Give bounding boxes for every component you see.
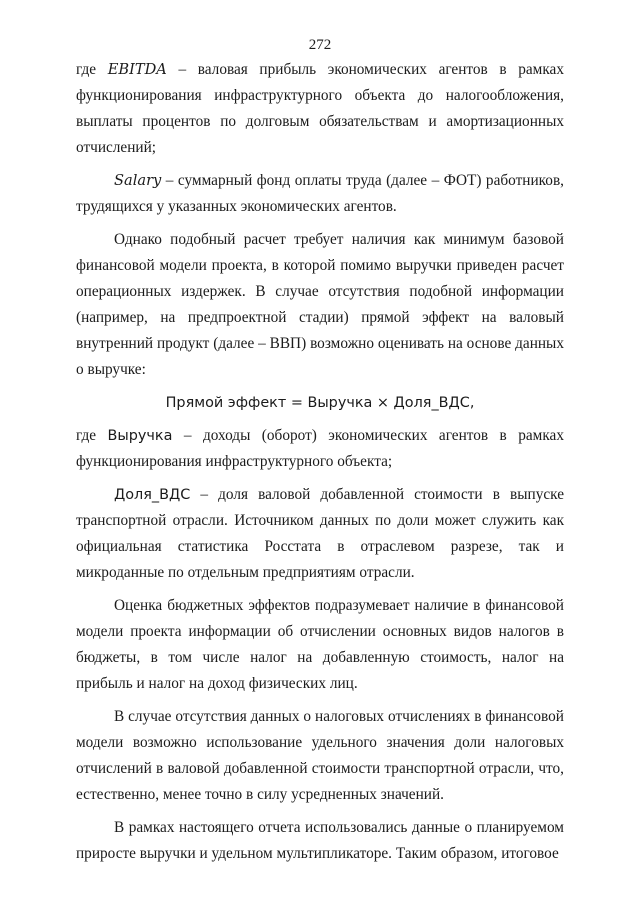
- paragraph-text: – доля валовой добавленной стоимости в выпуске транспортной отрасли. Источником данных по доли может служить как официальная статистика Росстата в отраслевом разрезе, так и микроданные по отдельным предприятиям отрасли.: [76, 486, 564, 581]
- formula-direct-effect: Прямой эффект = Выручка × Доля_ВДС,: [165, 395, 475, 411]
- paragraph-direct-effect-intro: Однако подобный расчет требует наличия как минимум базовой финансовой модели проекта, в которой помимо выручки приведен расчет операционных издержек. В случае отсутствия подобной информации (например, на предпроектной стадии) прямой эффект на валовый внутренний продукт (далее – ВВП) возможно оценивать на основе данных о выручке:: [76, 231, 564, 378]
- paragraph-text: – суммарный фонд оплаты труда (далее – ФОТ) работников, трудящихся у указанных экономических агентов.: [76, 172, 564, 215]
- page-number: 272: [308, 37, 332, 53]
- paragraph-tax-absence: В случае отсутствия данных о налоговых отчислениях в финансовой модели возможно использование удельного значения доли налоговых отчислений в валовой добавленной стоимости транспортной отрасли, что, естественно, менее точно в силу усредненных значений.: [76, 708, 564, 803]
- document-body: [76, 57, 564, 874]
- paragraph-report-data: В рамках настоящего отчета использовались данные о планируемом приросте выручки и удельном мультипликаторе. Таким образом, итоговое: [76, 819, 564, 862]
- math-term-revenue: Выручка: [107, 428, 173, 444]
- math-term-salary: Salary: [114, 172, 162, 189]
- math-term-ebitda: EBITDA: [107, 61, 167, 78]
- paragraph-text: – доходы (оборот) экономических агентов в рамках функционирования инфраструктурного объекта;: [76, 427, 564, 470]
- paragraph-prefix: где: [76, 427, 108, 444]
- paragraph-ebitda-definition: [76, 57, 564, 161]
- paragraph-prefix: где: [76, 61, 108, 78]
- paragraph-budget-effects: Оценка бюджетных эффектов подразумевает наличие в финансовой модели проекта информации об отчислении основных видов налогов в бюджеты, в том числе налог на добавленную стоимость, налог на прибыль и налог на доход физических лиц.: [76, 597, 564, 692]
- paragraph-gva-share-definition: [76, 482, 564, 586]
- paragraph-salary-definition: [76, 168, 564, 220]
- math-term-gva-share: Доля_ВДС: [114, 487, 191, 503]
- paragraph-text: – валовая прибыль экономических агентов в рамках функционирования инфраструктурного объекта до налогообложения, выплаты процентов по долговым обязательствам и амортизационных отчислений;: [76, 61, 564, 156]
- paragraph-revenue-definition: [76, 423, 564, 475]
